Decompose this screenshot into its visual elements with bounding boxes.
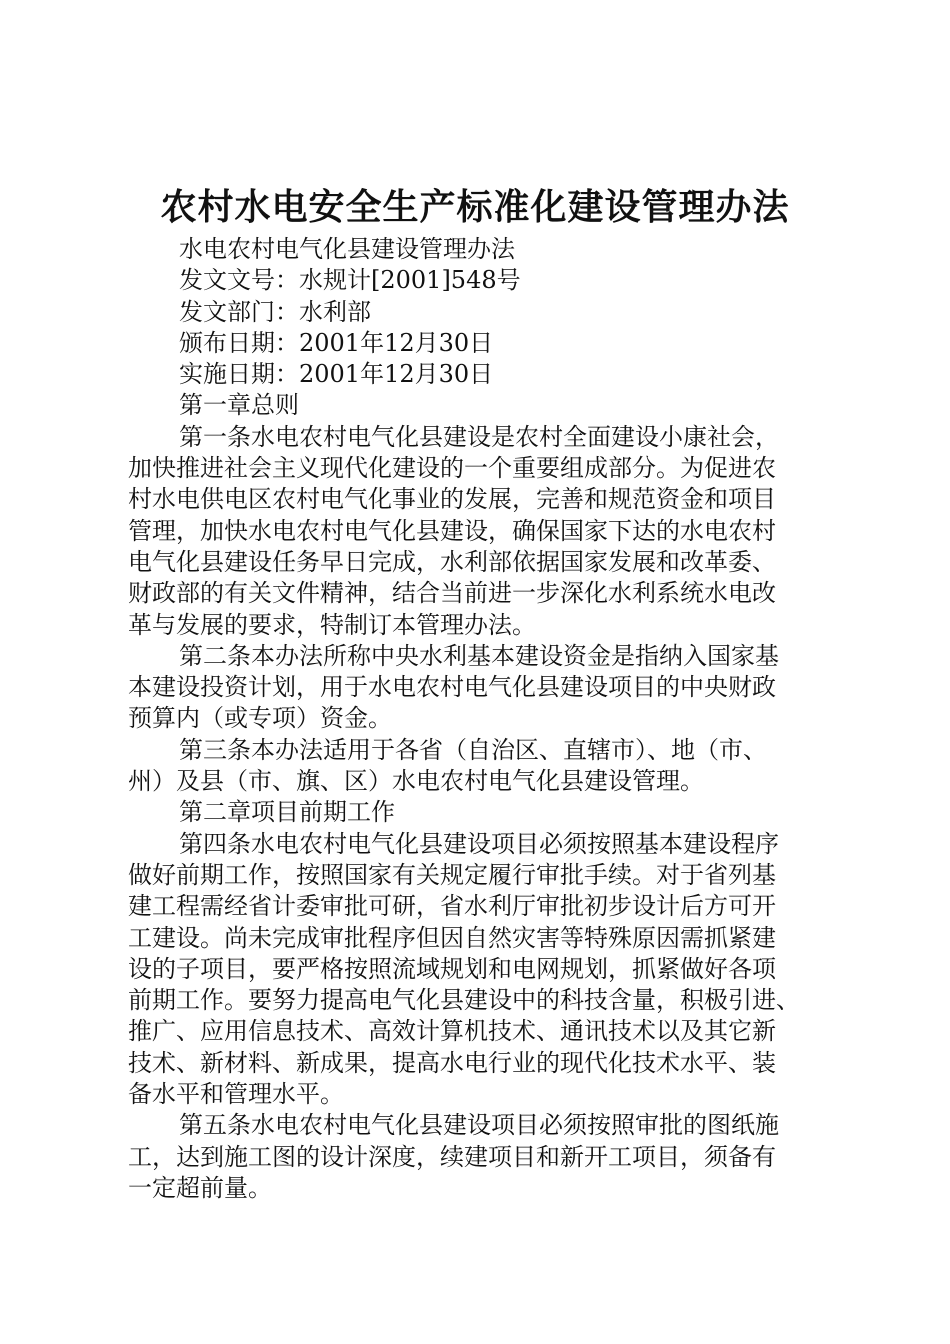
doc-subtitle: 水电农村电气化县建设管理办法 xyxy=(179,235,515,263)
article-line: 加快推进社会主义现代化建设的一个重要组成部分。为促进农 xyxy=(128,454,776,483)
article-1 xyxy=(128,422,832,641)
article-line: 革与发展的要求，特制订本管理办法。 xyxy=(128,610,536,639)
chapter-heading: 第二章项目前期工作 xyxy=(179,798,395,827)
article-line: 一定超前量。 xyxy=(128,1173,272,1202)
article-line: 管理，加快水电农村电气化县建设，确保国家下达的水电农村 xyxy=(128,516,776,545)
document-body xyxy=(128,234,832,1204)
article-line: 村水电供电区农村电气化事业的发展，完善和规范资金和项目 xyxy=(128,485,776,514)
article-line: 第三条本办法适用于各省（自治区、直辖市）、地（市、 xyxy=(179,735,767,764)
article-line: 预算内（或专项）资金。 xyxy=(128,704,392,733)
doc-issue-date: 颁布日期：2001年12月30日 xyxy=(179,328,494,357)
article-4 xyxy=(128,829,832,1111)
document-title: 农村水电安全生产标准化建设管理办法 xyxy=(160,187,790,228)
article-line: 第四条水电农村电气化县建设项目必须按照基本建设程序 xyxy=(179,829,779,858)
chapter-heading: 第一章总则 xyxy=(179,391,299,420)
doc-number: 发文文号：水规计[2001]548号 xyxy=(179,266,521,295)
article-line: 前期工作。要努力提高电气化县建设中的科技含量，积极引进、 xyxy=(128,986,800,1015)
article-line: 设的子项目，要严格按照流域规划和电网规划，抓紧做好各项 xyxy=(128,954,776,983)
doc-effective-date: 实施日期：2001年12月30日 xyxy=(179,360,494,389)
article-line: 第一条水电农村电气化县建设是农村全面建设小康社会， xyxy=(179,422,779,451)
article-line: 财政部的有关文件精神，结合当前进一步深化水利系统水电改 xyxy=(128,579,776,608)
article-line: 本建设投资计划，用于水电农村电气化县建设项目的中央财政 xyxy=(128,673,776,702)
article-3 xyxy=(128,735,832,798)
article-line: 第五条水电农村电气化县建设项目必须按照审批的图纸施 xyxy=(179,1111,779,1140)
article-2 xyxy=(128,641,832,735)
article-line: 备水平和管理水平。 xyxy=(128,1080,344,1109)
article-line: 建工程需经省计委审批可研，省水利厅审批初步设计后方可开 xyxy=(128,892,776,921)
article-line: 推广、应用信息技术、高效计算机技术、通讯技术以及其它新 xyxy=(128,1017,776,1046)
article-5 xyxy=(128,1110,832,1204)
article-line: 州）及县（市、旗、区）水电农村电气化县建设管理。 xyxy=(128,767,704,796)
article-line: 技术、新材料、新成果，提高水电行业的现代化技术水平、装 xyxy=(128,1048,776,1077)
doc-department: 发文部门：水利部 xyxy=(179,297,371,326)
article-line: 第二条本办法所称中央水利基本建设资金是指纳入国家基 xyxy=(179,641,779,670)
article-line: 电气化县建设任务早日完成，水利部依据国家发展和改革委、 xyxy=(128,547,776,576)
article-line: 工，达到施工图的设计深度，续建项目和新开工项目，须备有 xyxy=(128,1142,776,1171)
article-line: 做好前期工作，按照国家有关规定履行审批手续。对于省列基 xyxy=(128,860,776,889)
article-line: 工建设。尚未完成审批程序但因自然灾害等特殊原因需抓紧建 xyxy=(128,923,776,952)
